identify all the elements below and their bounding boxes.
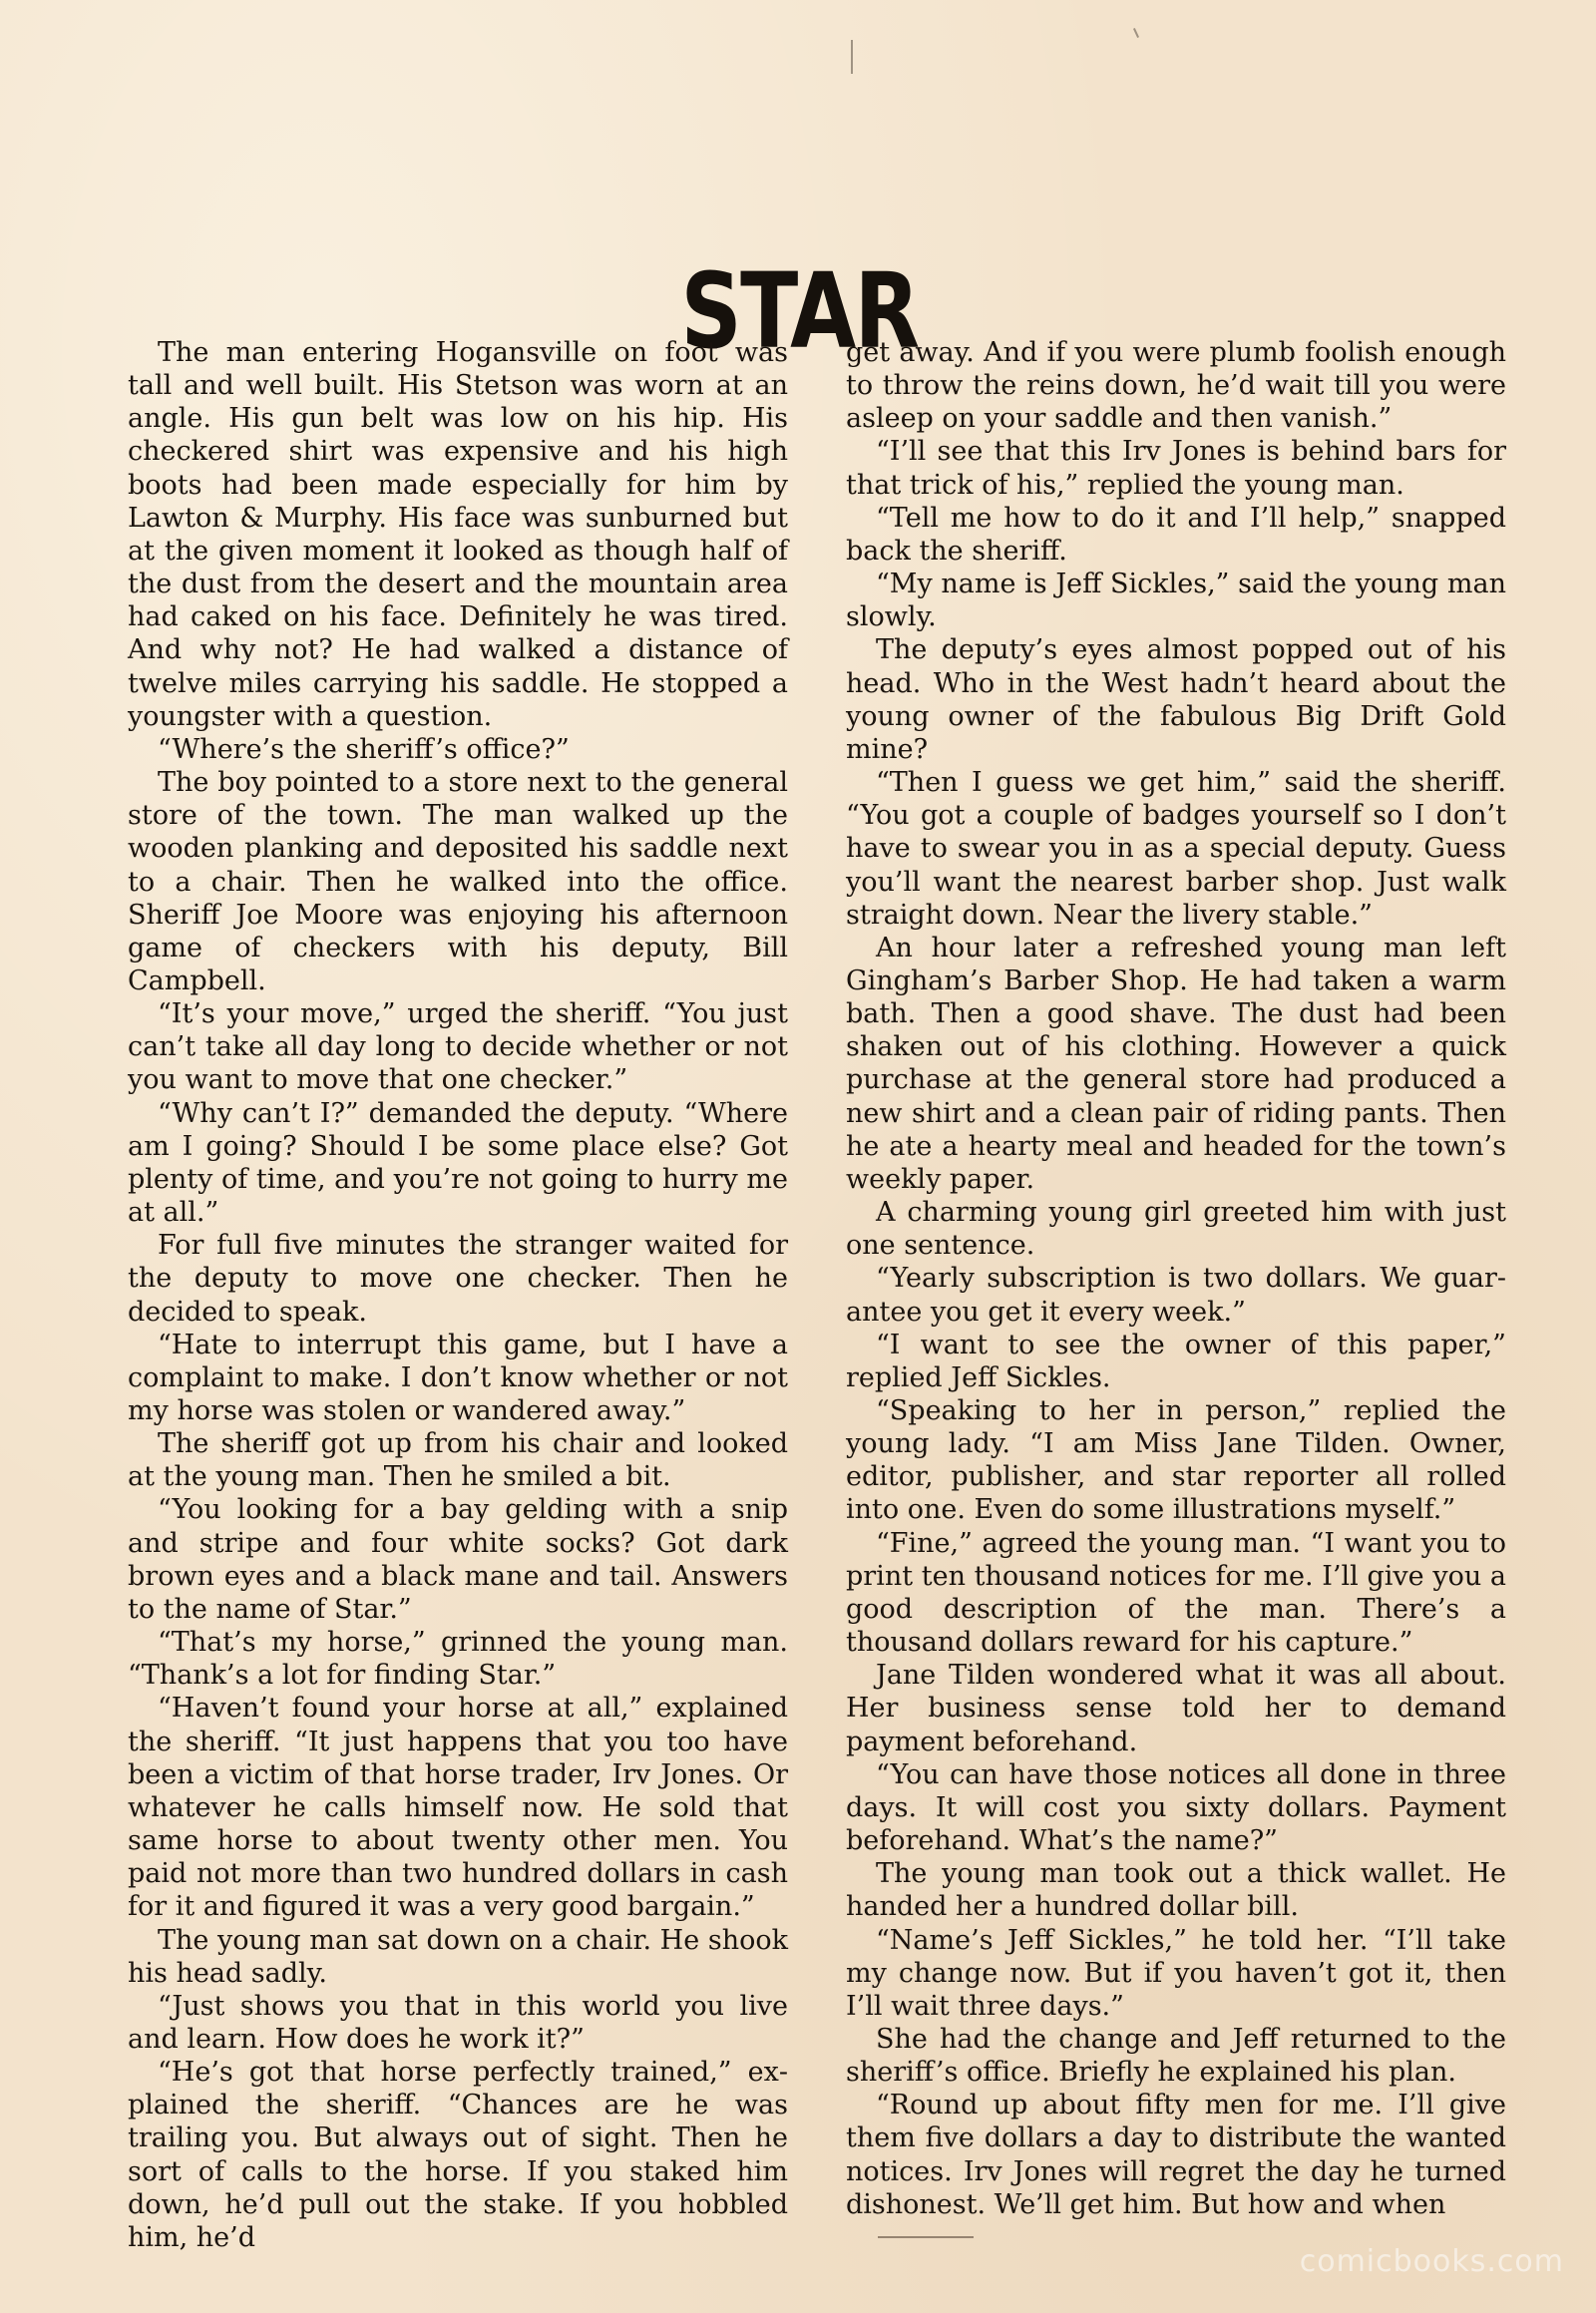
paragraph: The man entering Hogansville on foot was tall and well built. His Stetson was worn at an angle. His gun belt was low on his hip. His checkered shirt was expensive and his high boots had been made especially for him by Lawton & Murphy. His face was sunburned but at the given moment it looked as though half of the dust from the desert and the mountain area had caked on his face. Definitely he was tired. And why not? He had walked a distance of twelve miles carrying his saddle. He stopped a youngster with a question. (128, 337, 788, 732)
paragraph: “Why can’t I?” demanded the deputy. “Where am I going? Should I be some place else? Got plenty of time, and you’re not going to hurry me at all.” (128, 1097, 788, 1229)
paragraph: Jane Tilden wondered what it was all about. Her business sense told her to demand payment beforehand. (846, 1660, 1506, 1757)
paragraph: The boy pointed to a store next to the general store of the town. The man walked up the wooden planking and deposited his saddle next to a chair. Then he walked into the office. Sheriff Joe Moore was enjoying his afternoon game of checkers with his deputy, Bill Campbell. (128, 767, 788, 996)
paragraph: “I want to see the owner of this paper,” replied Jeff Sickles. (846, 1329, 1506, 1393)
paragraph: “It’s your move,” urged the sheriff. “You just can’t take all day long to decide whether or not you want to move that one checker.” (128, 998, 788, 1096)
paragraph: The young man sat down on a chair. He shook his head sadly. (128, 1924, 788, 1989)
paragraph: “Then I guess we get him,” said the sheriff. “You got a couple of badges yourself so I don’t have to swear you in as a special deputy. Guess you’ll want the nearest barber shop. Just walk straight down. Near the livery stable.” (846, 767, 1506, 931)
paragraph: The deputy’s eyes almost popped out of his head. Who in the West hadn’t heard about the young owner of the fabulous Big Drift Gold mine? (846, 634, 1506, 765)
paragraph: “Haven’t found your horse at all,” explained the sheriff. “It just happens that you too have been a victim of that horse trader, Irv Jones. Or whatever he calls himself now. He sold that same horse to about twenty other men. You paid not more than two hundred dollars in cash for it and figured it was a very good bargain.” (128, 1693, 788, 1923)
paragraph: For full five minutes the stranger waited for the deputy to move one checker. Then he decided to speak. (128, 1230, 788, 1328)
paragraph-continuation: get away. And if you were plumb foolish enough to throw the reins down, he’d wait till you were asleep on your saddle and then vanish.” (846, 337, 1506, 435)
print-scratch-mark (851, 40, 853, 74)
site-watermark: comicbooks.com (1299, 2244, 1564, 2279)
print-scratch-mark (1133, 28, 1139, 38)
right-text-column (846, 336, 1506, 2221)
paragraph: “He’s got that horse perfectly trained,” explained the sheriff. “Chances are he was trailing you. But always out of sight. Then he sort of calls to the horse. If you staked him down, he’d pull out the stake. If you hobbled him, he’d (128, 2057, 788, 2253)
paragraph: A charming young girl greeted him with just one sentence. (846, 1197, 1506, 1262)
paragraph: “Where’s the sheriff’s office?” (158, 733, 570, 765)
paragraph: “My name is Jeff Sickles,” said the young man slowly. (846, 569, 1506, 633)
paragraph: An hour later a refreshed young man left Gingham’s Barber Shop. He had taken a warm bath. Then a good shave. The dust had been shaken out of his clothing. However a quick purchase at the general store had produced a new shirt and a clean pair of riding pants. Then he ate a hearty meal and headed for the town’s weekly paper. (846, 932, 1506, 1195)
paragraph: “Yearly subscription is two dollars. We guarantee you get it every week.” (846, 1263, 1506, 1328)
paragraph: She had the change and Jeff returned to the sheriff’s office. Briefly he explained his plan. (846, 2023, 1506, 2089)
paragraph: “Speaking to her in person,” replied the young lady. “I am Miss Jane Tilden. Owner, editor, publisher, and star reporter all rolled into one. Even do some illustrations myself.” (846, 1395, 1506, 1526)
paragraph: “Hate to interrupt this game, but I have a complaint to make. I don’t know whether or not my horse was stolen or wandered away.” (128, 1329, 788, 1426)
paragraph: The sheriff got up from his chair and looked at the young man. Then he smiled a bit. (128, 1428, 788, 1493)
paragraph: “That’s my horse,” grinned the young man. “Thank’s a lot for finding Star.” (128, 1627, 788, 1692)
story-title: STAR (680, 249, 919, 372)
footer-rule (878, 2236, 974, 2238)
left-text-column (128, 336, 788, 2254)
paragraph: “Round up about fifty men for me. I’ll give them five dollars a day to distribute the wanted notices. Irv Jones will regret the day he turned dishonest. We’ll get him. But how and when (846, 2090, 1506, 2220)
paragraph: “Tell me how to do it and I’ll help,” snapped back the sheriff. (846, 502, 1506, 567)
paragraph: “You can have those notices all done in three days. It will cost you sixty dollars. Payment beforehand. What’s the name?” (846, 1758, 1506, 1857)
paragraph: “I’ll see that this Irv Jones is behind bars for that trick of his,” replied the young man. (846, 436, 1506, 501)
paragraph: “Fine,” agreed the young man. “I want you to print ten thousand notices for me. I’ll give you a good description of the man. There’s a thousand dollars reward for his capture.” (846, 1527, 1506, 1659)
paragraph: “Just shows you that in this world you live and learn. How does he work it?” (128, 1990, 788, 2055)
paragraph: “Name’s Jeff Sickles,” he told her. “I’ll take my change now. But if you haven’t got it, then I’ll wait three days.” (846, 1924, 1506, 2022)
paragraph: The young man took out a thick wallet. He handed her a hundred dollar bill. (846, 1858, 1506, 1923)
paragraph: “You looking for a bay gelding with a snip and stripe and four white socks? Got dark brown eyes and a black mane and tail. Answers to the name of Star.” (128, 1494, 788, 1625)
